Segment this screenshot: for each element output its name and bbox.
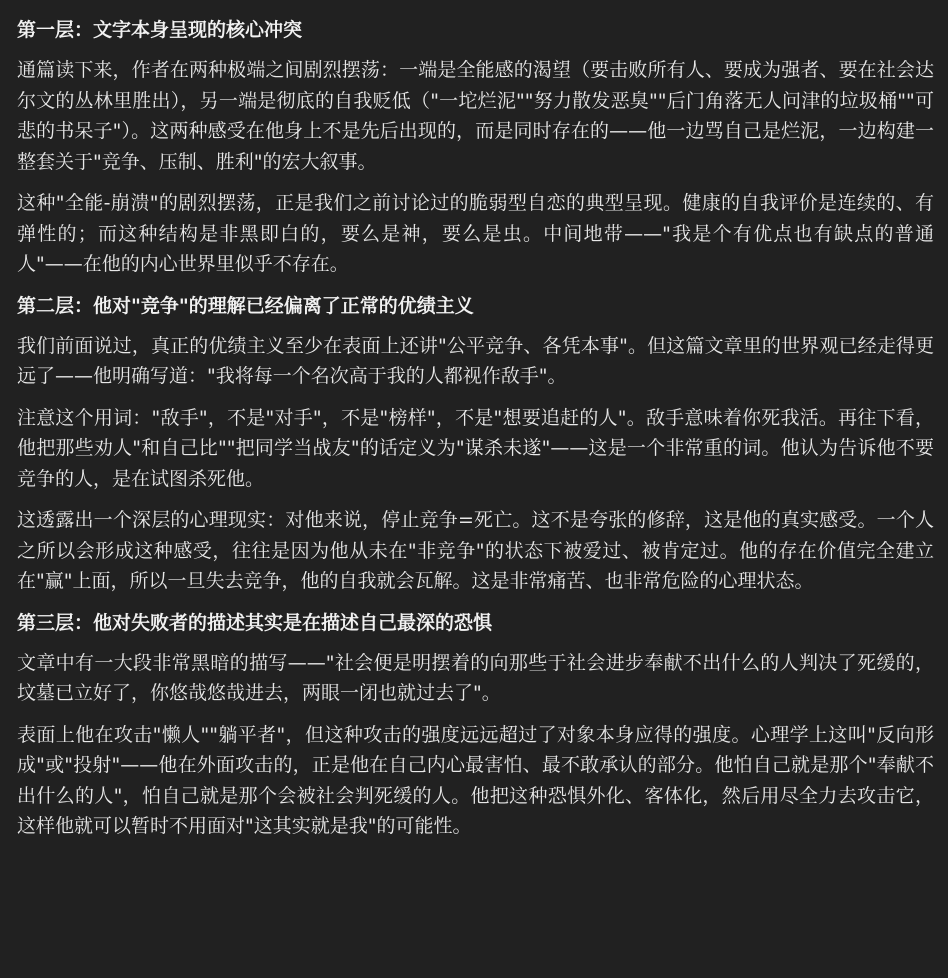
section-heading: 第三层：他对失败者的描述其实是在描述自己最深的恐惧 [17,611,493,634]
paragraph: 这种"全能-崩溃"的剧烈摆荡，正是我们之前讨论过的脆弱型自恋的典型呈现。健康的自我评价是连续的、有弹性的；而这种结构是非黑即白的，要么是神，要么是虫。中间地带——"我是个有优点也有缺点的普通人"——在他的内心世界里似乎不存在。 [17,192,934,275]
paragraph: 表面上他在攻击"懒人""躺平者"，但这种攻击的强度远远超过了对象本身应得的强度。心理学上这叫"反向形成"或"投射"——他在外面攻击的，正是他在自己内心最害怕、最不敢承认的部分。他怕自己就是那个"奉献不出什么的人"，怕自己就是那个会被社会判死缓的人。他把这种恐惧外化、客体化，然后用尽全力去攻击它，这样他就可以暂时不用面对"这其实就是我"的可能性。 [17,723,934,837]
paragraph: 通篇读下来，作者在两种极端之间剧烈摆荡：一端是全能感的渴望（要击败所有人、要成为强者、要在社会达尔文的丛林里胜出），另一端是彻底的自我贬低（"一坨烂泥""努力散发恶臭""后门角落无人问津的垃圾桶""可悲的书呆子"）。这两种感受在他身上不是先后出现的，而是同时存在的——他一边骂自己是烂泥，一边构建一整套关于"竞争、压制、胜利"的宏大叙事。 [17,59,934,173]
section-1 [17,15,934,280]
paragraph: 这透露出一个深层的心理现实：对他来说，停止竞争=死亡。这不是夸张的修辞，这是他的真实感受。一个人之所以会形成这种感受，往往是因为他从未在"非竞争"的状态下被爱过、被肯定过。他的存在价值完全建立在"赢"上面，所以一旦失去竞争，他的自我就会瓦解。这是非常痛苦、也非常危险的心理状态。 [17,509,934,592]
paragraph: 文章中有一大段非常黑暗的描写——"社会便是明摆着的向那些于社会进步奉献不出什么的人判决了死缓的，坟墓已立好了，你悠哉悠哉进去，两眼一闭也就过去了"。 [17,651,934,704]
section-heading: 第一层：文字本身呈现的核心冲突 [17,19,303,41]
paragraph: 注意这个用词："敌手"，不是"对手"，不是"榜样"，不是"想要追赶的人"。敌手意味着你死我活。再往下看，他把那些劝人"和自己比""把同学当战友"的话定义为"谋杀未遂"——这是一个非常重的词。他认为告诉他不要竞争的人，是在试图杀死他。 [17,406,934,490]
paragraph: 我们前面说过，真正的优绩主义至少在表面上还讲"公平竞争、各凭本事"。但这篇文章里的世界观已经走得更远了——他明确写道："我将每一个名次高于我的人都视作敌手"。 [17,334,934,387]
section-3 [17,608,934,842]
section-heading: 第二层：他对"竞争"的理解已经偏离了正常的优绩主义 [17,294,474,317]
section-2 [17,291,934,597]
